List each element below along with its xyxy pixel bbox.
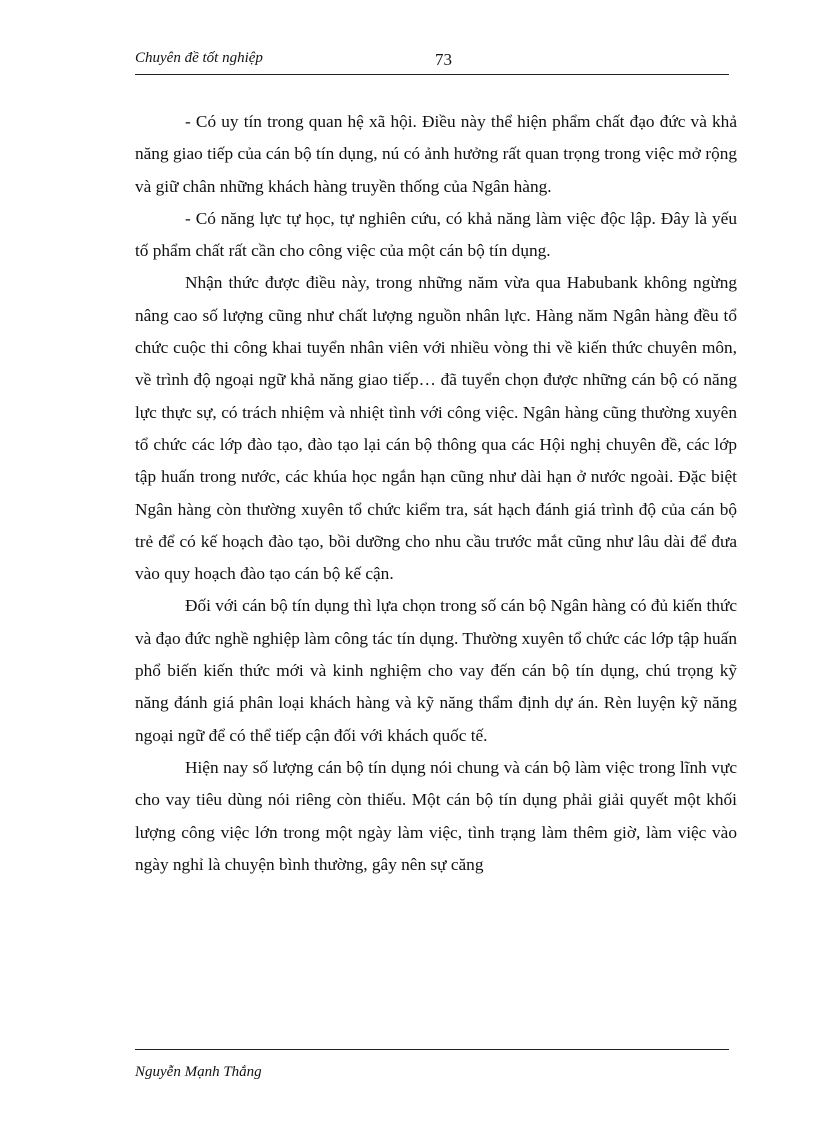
page-footer — [135, 1049, 729, 1080]
paragraph-credit-staff: Đối với cán bộ tín dụng thì lựa chọn trong số cán bộ Ngân hàng có đủ kiến thức và đạo đức nghề nghiệp làm công tác tín dụng. Thường xuyên tổ chức các lớp tập huấn phổ biến kiến thức mới và kinh nghiệm cho vay đến cán bộ tín dụng, chú trọng kỹ năng đánh giá phân loại khách hàng và kỹ năng thẩm định dự án. Rèn luyện kỹ năng ngoại ngữ để có thể tiếp cận đối với khách quốc tế. — [135, 596, 737, 745]
page-number: 73 — [435, 50, 452, 69]
paragraph-habubank-training: Nhận thức được điều này, trong những năm vừa qua Habubank không ngừng nâng cao số lượng cũng như chất lượng nguồn nhân lực. Hàng năm Ngân hàng đều tổ chức cuộc thi công khai tuyển nhân viên với nhiều vòng thi về kiến thức chuyên môn, về trình độ ngoại ngữ khả năng giao tiếp… đã tuyển chọn được những cán bộ có năng lực thực sự, có trách nhiệm và nhiệt tình với công việc. Ngân hàng cũng thường xuyên tổ chức các lớp đào tạo, đào tạo lại cán bộ thông qua các Hội nghị chuyên đề, các lớp tập huấn trong nước, các khúa học ngắn hạn cũng như dài hạn ở nước ngoài. Đặc biệt Ngân hàng còn thường xuyên tổ chức kiểm tra, sát hạch đánh giá trình độ của cán bộ trẻ để có kế hoạch đào tạo, bồi dưỡng cho nhu cầu trước mắt cũng như lâu dài để đưa vào quy hoạch đào tạo cán bộ kế cận. — [135, 273, 737, 584]
paragraph-self-study: - Có năng lực tự học, tự nghiên cứu, có khả năng làm việc độc lập. Đây là yếu tố phẩm chất rất cần cho công việc của một cán bộ tín dụng. — [135, 208, 737, 261]
page-header — [135, 48, 729, 75]
footer-author: Nguyễn Mạnh Thắng — [135, 1064, 262, 1080]
header-title: Chuyên đề tốt nghiệp — [135, 50, 263, 66]
paragraph-staff-shortage: Hiện nay số lượng cán bộ tín dụng nói chung và cán bộ làm việc trong lĩnh vực cho vay tiêu dùng nói riêng còn thiếu. Một cán bộ tín dụng phải giải quyết một khối lượng công việc lớn trong một ngày làm việc, tình trạng làm thêm giờ, làm việc vào ngày nghỉ là chuyện bình thường, gây nên sự căng — [135, 757, 737, 874]
body-text — [135, 106, 737, 881]
paragraph-reputation: - Có uy tín trong quan hệ xã hội. Điều này thể hiện phẩm chất đạo đức và khả năng giao tiếp của cán bộ tín dụng, nú có ảnh hưởng rất quan trọng trong việc mở rộng và giữ chân những khách hàng truyền thống của Ngân hàng. — [135, 112, 737, 196]
